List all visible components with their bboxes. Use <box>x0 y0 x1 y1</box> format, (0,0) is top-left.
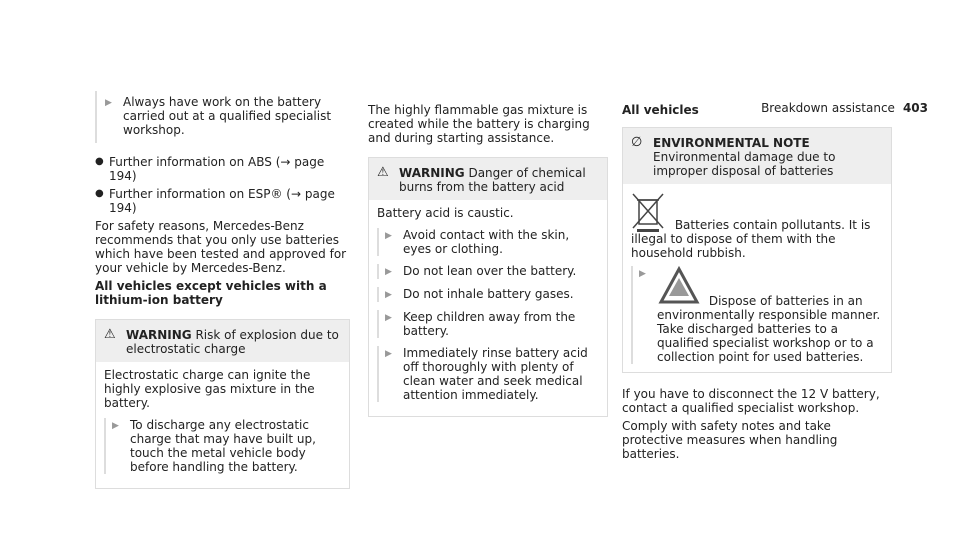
warning-header <box>96 320 349 362</box>
environmental-note-box <box>622 127 892 373</box>
warning-triangle-icon: ⚠ <box>104 327 116 342</box>
env-step <box>631 266 883 364</box>
list-item <box>95 187 350 215</box>
warning-step-text: Immediately rinse battery acid off thoroughly with plenty of clean water and seek medical attention immediately. <box>403 346 588 402</box>
recycling-icon <box>657 266 701 308</box>
step-arrow-icon: ▶ <box>105 98 112 108</box>
column-1 <box>95 91 350 489</box>
list-item-esp[interactable]: Further information on ESP® (→ page 194) <box>109 187 335 215</box>
env-label: ENVIRONMENTAL NOTE <box>653 136 810 150</box>
bullet-icon: ● <box>95 156 104 167</box>
list-item-abs[interactable]: Further information on ABS (→ page 194) <box>109 155 325 183</box>
list-item <box>95 155 350 183</box>
step-arrow-icon: ▶ <box>385 267 392 277</box>
env-header <box>623 128 891 184</box>
heading-all-vehicles: All vehicles <box>622 103 699 117</box>
step-arrow-icon: ▶ <box>385 313 392 323</box>
step-arrow-icon: ▶ <box>112 421 119 431</box>
warning-step-text: Keep children away from the battery. <box>403 310 576 338</box>
warning-step <box>377 287 599 302</box>
warning-box-explosion <box>95 319 350 489</box>
bullet-icon: ● <box>95 188 104 199</box>
warning-header <box>369 158 607 200</box>
top-step <box>95 91 350 143</box>
column-2 <box>368 103 608 417</box>
subheading-lithium: All vehicles except vehicles with a lithium-ion battery <box>95 279 327 307</box>
environment-icon: ∅ <box>631 135 643 150</box>
crossed-bin-icon <box>631 192 667 232</box>
warning-box-acid <box>368 157 608 417</box>
env-body-block <box>631 192 883 260</box>
warning-step-text: To discharge any electrostatic charge that may have built up, touch the metal vehicle body before handling the battery. <box>130 418 316 474</box>
warning-step <box>104 418 341 474</box>
comply-paragraph: Comply with safety notes and take protective measures when handling batteries. <box>622 419 838 461</box>
warning-body <box>96 362 349 488</box>
column-3 <box>622 103 892 465</box>
warning-triangle-icon: ⚠ <box>377 165 389 180</box>
warning-step-text: Avoid contact with the skin, eyes or clothing. <box>403 228 570 256</box>
page-number: 403 <box>902 101 928 115</box>
warning-step <box>377 228 599 256</box>
warning-step <box>377 346 599 402</box>
env-step-text: Dispose of batteries in an environmentally responsible manner. Take discharged batteries to a qualified specialist workshop or to a collection point for used batteries. <box>657 294 881 364</box>
step-arrow-icon: ▶ <box>385 290 392 300</box>
step-arrow-icon: ▶ <box>385 231 392 241</box>
warning-step <box>377 310 599 338</box>
warning-body-text: Electrostatic charge can ignite the highly explosive gas mixture in the battery. <box>104 368 315 410</box>
warning-label: WARNING <box>399 166 465 180</box>
gas-paragraph: The highly flammable gas mixture is created while the battery is charging and during starting assistance. <box>368 103 590 145</box>
top-step-text: Always have work on the battery carried out at a qualified specialist workshop. <box>123 95 332 137</box>
step-arrow-icon: ▶ <box>385 349 392 359</box>
safety-paragraph: For safety reasons, Mercedes-Benz recommends that you only use batteries which have been tested and approved for your vehicle by Mercedes-Benz. <box>95 219 347 275</box>
env-body <box>623 184 891 372</box>
warning-body <box>369 200 607 416</box>
warning-step <box>377 264 599 279</box>
step-arrow-icon: ▶ <box>639 269 646 279</box>
warning-body-text: Battery acid is caustic. <box>377 206 514 220</box>
section-title: Breakdown assistance <box>761 101 895 115</box>
warning-step-text: Do not lean over the battery. <box>403 264 577 278</box>
env-body-text: Batteries contain pollutants. It is illegal to dispose of them with the household rubbish. <box>631 218 871 260</box>
warning-step-text: Do not inhale battery gases. <box>403 287 574 301</box>
warning-title: Risk of explosion due to electrostatic charge <box>126 328 339 356</box>
disconnect-paragraph: If you have to disconnect the 12 V battery, contact a qualified specialist workshop. <box>622 387 880 415</box>
bullet-list <box>95 155 350 215</box>
warning-label: WARNING <box>126 328 192 342</box>
warning-title: Danger of chemical burns from the battery acid <box>399 166 586 194</box>
env-title: Environmental damage due to improper disposal of batteries <box>653 150 836 178</box>
